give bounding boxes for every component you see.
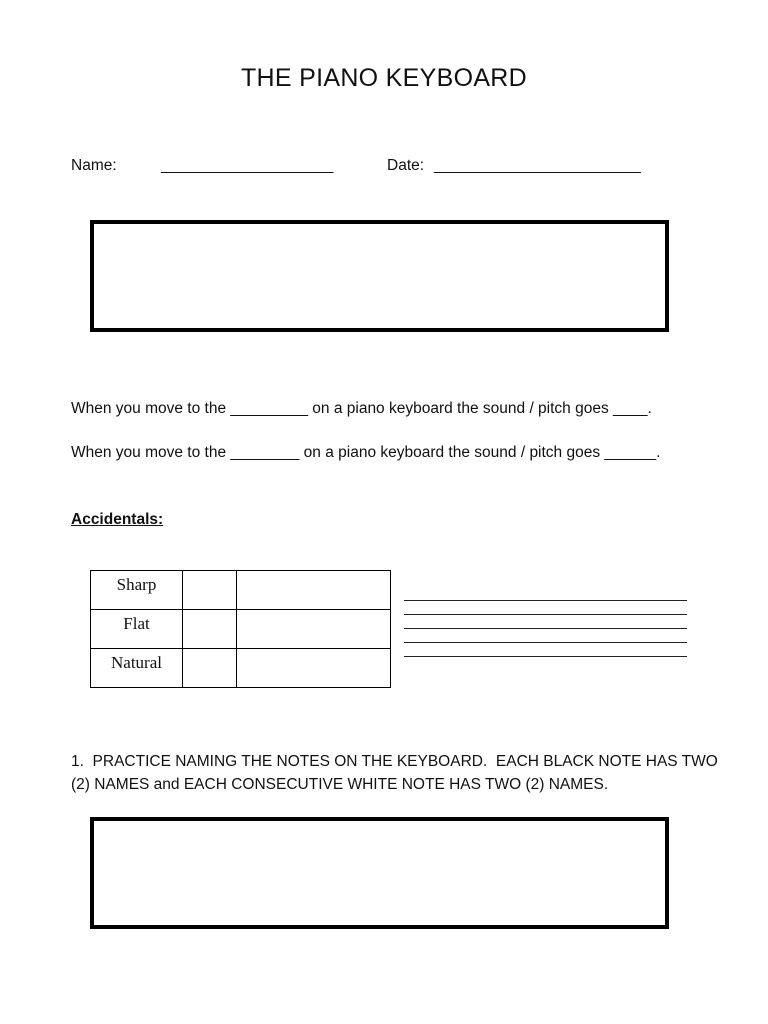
keyboard-drawing-box-bottom[interactable] bbox=[90, 817, 669, 929]
accidental-symbol-cell[interactable] bbox=[183, 610, 237, 649]
date-label: Date: bbox=[387, 157, 425, 174]
name-label: Name: bbox=[71, 157, 117, 174]
date-blank[interactable]: ________________________ bbox=[434, 157, 641, 174]
answer-line[interactable] bbox=[404, 614, 687, 615]
accidental-name-natural: Natural bbox=[91, 649, 183, 688]
accidental-description-cell[interactable] bbox=[237, 571, 391, 610]
accidentals-table bbox=[90, 570, 391, 688]
answer-line[interactable] bbox=[404, 656, 687, 657]
table-row bbox=[91, 610, 391, 649]
practice-instruction-line-2: (2) NAMES and EACH CONSECUTIVE WHITE NOTE HAS TWO (2) NAMES. bbox=[71, 776, 609, 793]
table-row bbox=[91, 571, 391, 610]
fill-in-sentence-2: When you move to the ________ on a piano keyboard the sound / pitch goes ______. bbox=[71, 444, 661, 461]
accidental-description-cell[interactable] bbox=[237, 649, 391, 688]
name-blank[interactable]: ____________________ bbox=[161, 157, 334, 174]
practice-instruction-line-1: 1. PRACTICE NAMING THE NOTES ON THE KEYBOARD. EACH BLACK NOTE HAS TWO bbox=[71, 753, 718, 770]
fill-in-sentence-1: When you move to the _________ on a piano keyboard the sound / pitch goes ____. bbox=[71, 400, 652, 417]
accidental-symbol-cell[interactable] bbox=[183, 571, 237, 610]
accidental-name-flat: Flat bbox=[91, 610, 183, 649]
table-row bbox=[91, 649, 391, 688]
accidental-name-sharp: Sharp bbox=[91, 571, 183, 610]
answer-line[interactable] bbox=[404, 628, 687, 629]
accidental-symbol-cell[interactable] bbox=[183, 649, 237, 688]
answer-line[interactable] bbox=[404, 642, 687, 643]
accidentals-heading: Accidentals: bbox=[71, 511, 164, 528]
accidental-description-cell[interactable] bbox=[237, 610, 391, 649]
page-title: THE PIANO KEYBOARD bbox=[240, 64, 527, 92]
answer-line[interactable] bbox=[404, 600, 687, 601]
keyboard-drawing-box-top[interactable] bbox=[90, 220, 669, 332]
